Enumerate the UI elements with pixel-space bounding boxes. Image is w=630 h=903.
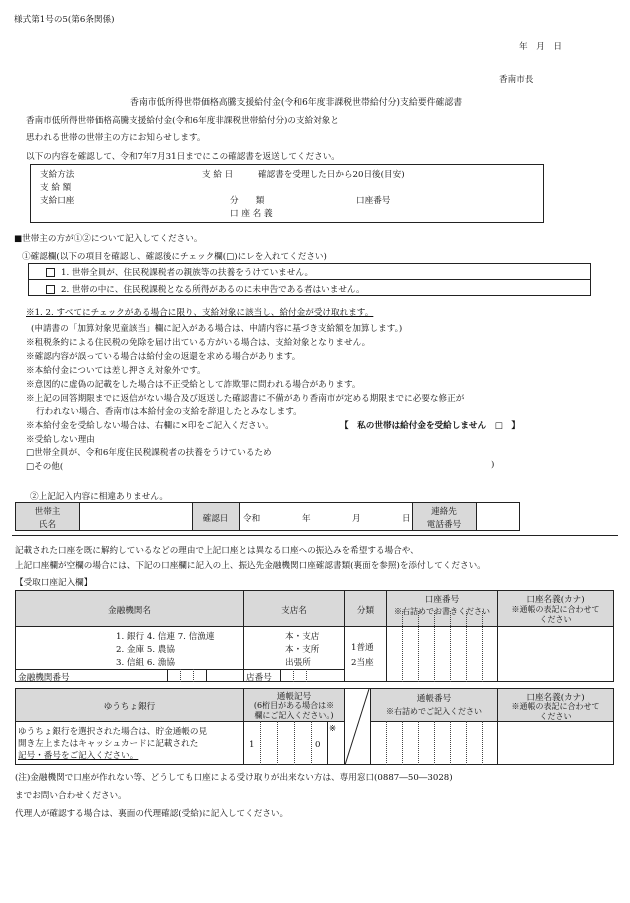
check-item-1[interactable] bbox=[46, 266, 313, 278]
branch-name-header: 支店名 bbox=[281, 606, 307, 616]
payment-method-label: 支給方法 bbox=[40, 170, 75, 180]
yucho-desc-2: 開き左上またはキャッシュカードに記載された bbox=[18, 739, 199, 749]
account-type-label: 分 類 bbox=[230, 196, 265, 206]
account-section-heading: 【受取口座記入欄】 bbox=[15, 578, 93, 588]
payment-amount-label: 支 給 額 bbox=[40, 183, 72, 193]
bank-type-options-2[interactable]: 2. 金庫 5. 農協 bbox=[116, 645, 175, 655]
yucho-desc-1: ゆうちょ銀行を選択された場合は、貯金通帳の見 bbox=[18, 727, 208, 737]
yucho-holder-note-2: ください bbox=[539, 712, 572, 721]
decline-reason-close: ) bbox=[491, 460, 495, 470]
yucho-holder-header: 口座名義(カナ) bbox=[526, 693, 585, 703]
payment-date-value: 確認書を受理した日から20日後(目安) bbox=[258, 170, 405, 180]
check-item-2[interactable] bbox=[46, 283, 365, 295]
branch-type-options-3[interactable]: 出張所 bbox=[285, 658, 311, 668]
section-divider bbox=[12, 535, 618, 536]
checkbox-icon[interactable] bbox=[46, 285, 55, 294]
payment-account-label: 支給口座 bbox=[40, 196, 75, 206]
account-number-note: ※右詰めでお書きください bbox=[394, 607, 490, 616]
note-addition: (申請書の「加算対象児童該当」欄に記入がある場合は、申請内容に基づき支給額を加算します。) bbox=[31, 324, 403, 334]
symbol-first-digit: 1 bbox=[249, 740, 255, 750]
passbook-number-header: 通帳番号 bbox=[416, 694, 452, 704]
account-holder-label: 口 座 名 義 bbox=[230, 209, 273, 219]
confirm-date-era: 令和 bbox=[243, 514, 261, 524]
document-title: 香南市低所得世帯価格高騰支援給付金(令和6年度非課税世帯給付分)支給要件確認書 bbox=[130, 98, 463, 108]
householder-name-label: 氏名 bbox=[38, 520, 57, 530]
decline-note: ※本給付金を受給しない場合は、右欄に×印をご記入ください。 bbox=[26, 421, 274, 431]
account-number-input[interactable] bbox=[388, 630, 496, 680]
note-fraud: ※意図的に虚偽の記載をした場合は不正受給として詐欺罪に問われる場合があります。 bbox=[26, 380, 361, 390]
branch-code-label: 店番号 bbox=[246, 673, 272, 683]
yucho-header: ゆうちょ銀行 bbox=[103, 702, 156, 712]
householder-label: 世帯主 bbox=[34, 507, 61, 517]
check-item-1-label: 1. 世帯全員が、住民税課税者の親族等の扶養をうけていません。 bbox=[61, 268, 314, 278]
yucho-desc-3: 記号・番号をご記入ください。 bbox=[18, 751, 139, 761]
account-holder-input[interactable] bbox=[499, 628, 612, 680]
note-tax-treaty: ※租税条約による住民税の免除を届け出ている方がいる場合は、支給対象となりません。 bbox=[26, 338, 371, 348]
bank-code-label: 金融機関番号 bbox=[18, 673, 70, 683]
account-number-header: 口座番号 bbox=[424, 595, 460, 605]
account-type-header: 分類 bbox=[356, 606, 375, 616]
symbol-last-digit: 0 bbox=[315, 740, 321, 750]
checklist-divider bbox=[28, 279, 591, 280]
date-field: 年 月 日 bbox=[519, 42, 562, 52]
passbook-symbol-header: 通帳記号 bbox=[276, 692, 312, 702]
contact-label: 連絡先 bbox=[431, 507, 457, 517]
branch-type-options-1[interactable]: 本・支店 bbox=[285, 632, 320, 642]
confirm-date-label: 確認日 bbox=[202, 514, 229, 524]
account-type-current[interactable]: 2当座 bbox=[351, 658, 374, 668]
intro-line-2: 思われる世帯の世帯主の方にお知らせします。 bbox=[26, 133, 206, 143]
account-holder-note-1: ※通帳の表記に合わせて bbox=[511, 605, 600, 614]
bank-type-options-3[interactable]: 3. 信組 6. 漁協 bbox=[116, 658, 175, 668]
phone-label: 電話番号 bbox=[426, 520, 462, 530]
note-refund: ※確認内容が誤っている場合は給付金の返還を求める場合があります。 bbox=[26, 352, 301, 362]
confirm-statement: ②上記記入内容に相違ありません。 bbox=[30, 492, 169, 502]
footer-note-2: までお問い合わせください。 bbox=[15, 791, 127, 801]
issuer: 香南市長 bbox=[499, 75, 534, 85]
branch-type-options-2[interactable]: 本・支所 bbox=[285, 645, 320, 655]
passbook-number-input[interactable] bbox=[371, 723, 496, 764]
passbook-symbol-note-2: 欄にご記入ください。) bbox=[254, 711, 334, 720]
phone-input[interactable] bbox=[477, 503, 519, 530]
account-holder-note-2: ください bbox=[539, 615, 572, 624]
bank-type-options-1[interactable]: 1. 銀行 4. 信連 7. 信漁連 bbox=[116, 632, 215, 642]
note-deadline-cont: 行われない場合、香南市は本給付金の支給を辞退したとみなします。 bbox=[36, 407, 302, 417]
confirm-date-year[interactable]: 年 bbox=[302, 514, 311, 524]
confirm-date-month[interactable]: 月 bbox=[352, 514, 361, 524]
intro-line-1: 香南市低所得世帯価格高騰支援給付金(令和6年度非課税世帯給付分)の支給対象と bbox=[26, 116, 339, 126]
account-type-ordinary[interactable]: 1普通 bbox=[351, 643, 374, 653]
decline-reason-title: ※受給しない理由 bbox=[26, 435, 95, 445]
householder-name-input[interactable] bbox=[80, 503, 192, 530]
check-instruction: ①確認欄(以下の項目を確認し、確認後にチェック欄(□)にレを入れてください) bbox=[22, 252, 327, 262]
yucho-holder-input[interactable] bbox=[499, 723, 612, 764]
checkbox-icon[interactable] bbox=[46, 268, 55, 277]
bank-notice-line-1: 記載された口座を既に解約しているなどの理由で上記口座とは異なる口座への振込みを希望する場合や、 bbox=[15, 546, 419, 556]
footer-note-1: (注)金融機関で口座が作れない等、どうしても口座による受け取りが出来ない方は、専用窓口(0887―50―3028) bbox=[15, 773, 453, 783]
section-heading: ■世帯主の方が①②について記入してください。 bbox=[14, 234, 203, 244]
footer-note-3: 代理人が確認する場合は、裏面の代理確認(受給)に記入してください。 bbox=[15, 809, 289, 819]
diagonal-slash bbox=[345, 689, 370, 765]
confirm-date-day[interactable]: 日 bbox=[402, 514, 411, 524]
eligibility-note: ※1. 2. すべてにチェックがある場合に限り、支給対象に該当し、給付金が受け取れます。 bbox=[26, 308, 374, 318]
note-seizure: ※本給付金については差し押さえ対象外です。 bbox=[26, 366, 206, 376]
payment-date-label: 支 給 日 bbox=[202, 170, 234, 180]
note-deadline: ※上記の回答期限までに返信がない場合及び返送した確認書に不備があり香南市が定める期限までに必要な修正が bbox=[26, 394, 465, 404]
account-number-label: 口座番号 bbox=[356, 196, 391, 206]
passbook-symbol-note: (6桁目がある場合は※ bbox=[253, 701, 335, 710]
bank-notice-line-2: 上記口座欄が空欄の場合には、下記の口座欄に記入の上、振込先金融機関口座確認書類(裏面を参照)を添付してください。 bbox=[15, 561, 486, 571]
passbook-number-note: ※右詰めでご記入ください bbox=[386, 707, 482, 716]
decline-reason-2[interactable]: □その他( bbox=[26, 462, 64, 472]
decline-checkbox[interactable]: 【 私の世帯は給付金を受給しません □ 】 bbox=[340, 421, 520, 431]
yucho-holder-note-1: ※通帳の表記に合わせて bbox=[511, 702, 600, 711]
check-item-2-label: 2. 世帯の中に、住民税課税となる所得があるのに未申告である者はいません。 bbox=[61, 285, 365, 295]
decline-reason-1[interactable]: □世帯全員が、令和6年度住民税課税者の扶養をうけているため bbox=[26, 448, 272, 458]
intro-line-3: 以下の内容を確認して、令和7年7月31日までにこの確認書を返送してください。 bbox=[26, 152, 340, 162]
bank-name-header: 金融機関名 bbox=[108, 606, 151, 616]
form-number: 様式第1号の5(第6条関係) bbox=[14, 15, 115, 25]
account-holder-header: 口座名義(カナ) bbox=[526, 595, 585, 605]
symbol-sixth-digit-mark: ※ bbox=[329, 724, 337, 734]
